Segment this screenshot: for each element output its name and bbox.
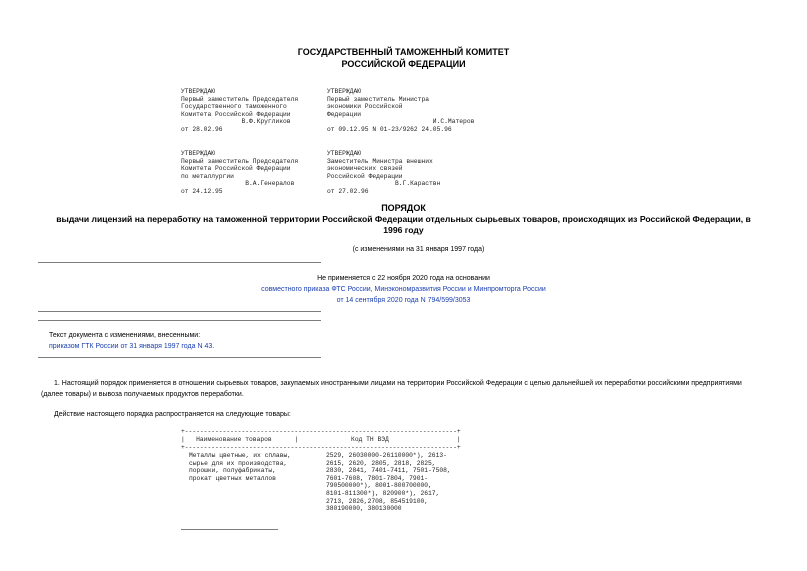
document-subtitle-line2: 1996 году [383,225,424,235]
paragraph-2: Действие настоящего порядка распространяется на следующие товары: [54,411,291,418]
notice-text: Не применяется с 22 ноября 2020 года на основании [317,275,490,282]
changes-link[interactable]: приказом ГТК России от 31 января 1997 года N 43. [49,343,215,350]
document-title: ПОРЯДОК [381,203,426,213]
notice-link-date[interactable]: от 14 сентября 2020 года N 794/599/3053 [336,297,471,304]
approval-block-2: УТВЕРЖДАЮ Первый заместитель Министра экономики Российской Федерации И.С.Матеров от 09.12.95 N 01-23/9262 24.05.96 [327,88,475,133]
divider [38,357,321,358]
divider [38,311,321,312]
approval-block-4: УТВЕРЖДАЮ Заместитель Министра внешних экономических связей Российской Федерации В.Г.Караствн от 27.02.96 [327,150,441,195]
divider [38,320,321,321]
notice-link-order[interactable]: совместного приказа ФТС России, Минэкономразвития России и Минпромторга России [261,286,546,293]
paragraph-1-line2: (далее товары) и вывоза получаемых продуктов переработки. [41,391,244,398]
org-title-line2: РОССИЙСКОЙ ФЕДЕРАЦИИ [341,59,466,69]
approval-block-1: УТВЕРЖДАЮ Первый заместитель Председателя Государственного таможенного Комитета Российской Федерации В.Ф.Кругликов от 28.02.96 [181,88,299,133]
table-cell-codes: 2529, 26030000-26110000*), 2613- 2615, 2620, 2805, 2818, 2825, 2830, 2841, 7401-7411, 7501-7508, 7601-7608, 7801-7804, 7901- 790500000*), 8001-800700000, 8101-811300*), 820900*), 2617, 2713, 2826,2708, 854519100, 380190000, 380130000 [326,452,451,513]
changes-label: Текст документа с изменениями, внесенными: [49,332,201,339]
table-cell-name: Металлы цветные, их сплавы, сырье для их производства, порошки, полуфабрикаты, прокат цветных металлов [189,452,292,482]
paragraph-1-line1: 1. Настоящий порядок применяется в отношении сырьевых товаров, закупаемых иностранными лицами на территории Российской Федерации с целью дальнейшей их переработки российскими предприятиями [54,380,742,387]
divider [38,262,321,263]
revision-note: (с изменениями на 31 января 1997 года) [352,246,485,253]
table-border-mid: +------------------------------------------------------------------------+ [181,444,461,451]
document-subtitle-line1: выдачи лицензий на переработку на таможенной территории Российской Федерации отдельных сырьевых товаров, происходящих из Российской Федерации, в [56,214,751,224]
approval-block-3: УТВЕРЖДАЮ Первый заместитель Председателя Комитета Российской Федерации по металлургии В.А.Генералов от 24.12.95 [181,150,299,195]
footnote-divider [181,529,278,530]
org-title-line1: ГОСУДАРСТВЕННЫЙ ТАМОЖЕННЫЙ КОМИТЕТ [297,47,510,57]
table-border-top: +------------------------------------------------------------------------+ [181,428,461,435]
table-header-row: | Наименование товаров | Код ТН ВЭД | [181,436,461,443]
